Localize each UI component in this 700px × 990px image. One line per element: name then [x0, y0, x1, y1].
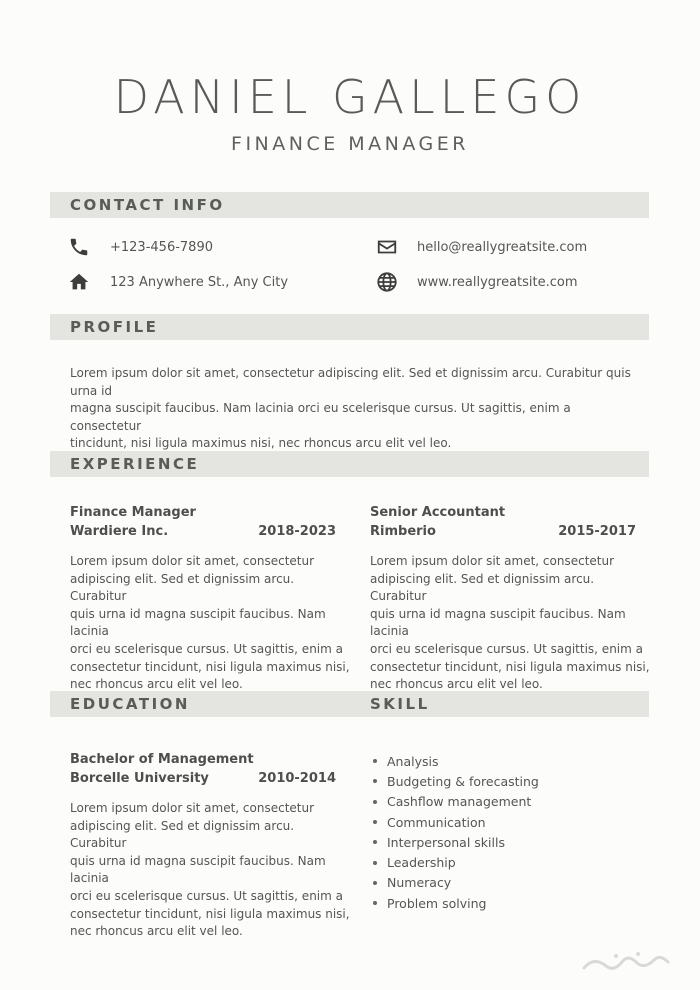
mail-icon — [376, 236, 398, 258]
profile-text: Lorem ipsum dolor sit amet, consectetur adipiscing elit. Sed et dignissim arcu. Curabitur quis urna id magna suscipit faucibus. Nam lacinia orci eu scelerisque cursus. Ut sagittis, enim a consectetur tincidunt, nisi ligula maximus nisi, nec rhoncus arcu elit vel leo. — [70, 366, 631, 451]
skill-list — [370, 751, 539, 913]
home-icon — [68, 271, 90, 293]
skill-item: Analysis — [370, 751, 539, 771]
education-description: Lorem ipsum dolor sit amet, consectetur adipiscing elit. Sed et dignissim arcu. Curabitur quis urna id magna suscipit faucibus. Nam lacinia orci eu scelerisque cursus. Ut sagittis, enim a consectetur tincidunt, nisi ligula maximus nisi, nec rhoncus arcu elit vel leo. — [70, 801, 350, 939]
job-description: Lorem ipsum dolor sit amet, consectetur adipiscing elit. Sed et dignissim arcu. Curabitur quis urna id magna suscipit faucibus. Nam lacinia orci eu scelerisque cursus. Ut sagittis, enim a consectetur tincidunt, nisi ligula maximus nisi, nec rhoncus arcu elit vel leo. — [370, 554, 650, 692]
bullet-icon — [373, 861, 377, 865]
watermark-logo-icon — [576, 946, 686, 980]
bullet-icon — [373, 840, 377, 844]
phone-icon — [68, 236, 90, 258]
contact-website — [376, 271, 578, 293]
contact-address — [68, 271, 288, 293]
skill-item: Cashflow management — [370, 792, 539, 812]
education-years: 2010-2014 — [258, 771, 336, 786]
profile-section-title: PROFILE — [70, 318, 159, 336]
job-description: Lorem ipsum dolor sit amet, consectetur adipiscing elit. Sed et dignissim arcu. Curabitur quis urna id magna suscipit faucibus. Nam lacinia orci eu scelerisque cursus. Ut sagittis, enim a consectetur tincidunt, nisi ligula maximus nisi, nec rhoncus arcu elit vel leo. — [70, 554, 350, 692]
resume-role: FINANCE MANAGER — [231, 133, 469, 155]
skill-section-title: SKILL — [370, 695, 430, 713]
education-degree: Bachelor of Management — [70, 752, 254, 767]
job-company: Rimberio — [370, 524, 436, 539]
globe-icon — [376, 271, 398, 293]
bullet-icon — [373, 901, 377, 905]
job-years: 2015-2017 — [558, 524, 636, 539]
contact-section-title: CONTACT INFO — [70, 196, 225, 214]
bullet-icon — [373, 759, 377, 763]
job-position: Senior Accountant — [370, 505, 506, 520]
job-years: 2018-2023 — [258, 524, 336, 539]
contact-address-text: 123 Anywhere St., Any City — [110, 274, 289, 290]
skill-item: Leadership — [370, 852, 539, 872]
skill-item: Communication — [370, 812, 539, 832]
bullet-icon — [373, 800, 377, 804]
job-position: Finance Manager — [70, 505, 196, 520]
skill-item: Budgeting & forecasting — [370, 771, 539, 791]
skill-item: Interpersonal skills — [370, 832, 539, 852]
bullet-icon — [373, 779, 377, 783]
resume-name: DANIEL GALLEGO — [113, 70, 587, 124]
bullet-icon — [373, 881, 377, 885]
education-school: Borcelle University — [70, 771, 209, 786]
contact-phone-text: +123-456-7890 — [110, 239, 213, 255]
job-company: Wardiere Inc. — [70, 524, 169, 539]
skill-item: Numeracy — [370, 873, 539, 893]
skill-item: Problem solving — [370, 893, 539, 913]
contact-email-text: hello@reallygreatsite.com — [417, 239, 588, 255]
bullet-icon — [373, 820, 377, 824]
contact-email — [376, 236, 587, 258]
contact-website-text: www.reallygreatsite.com — [417, 274, 578, 290]
experience-section-title: EXPERIENCE — [70, 455, 200, 473]
education-section-title: EDUCATION — [70, 695, 190, 713]
contact-phone — [68, 236, 213, 258]
